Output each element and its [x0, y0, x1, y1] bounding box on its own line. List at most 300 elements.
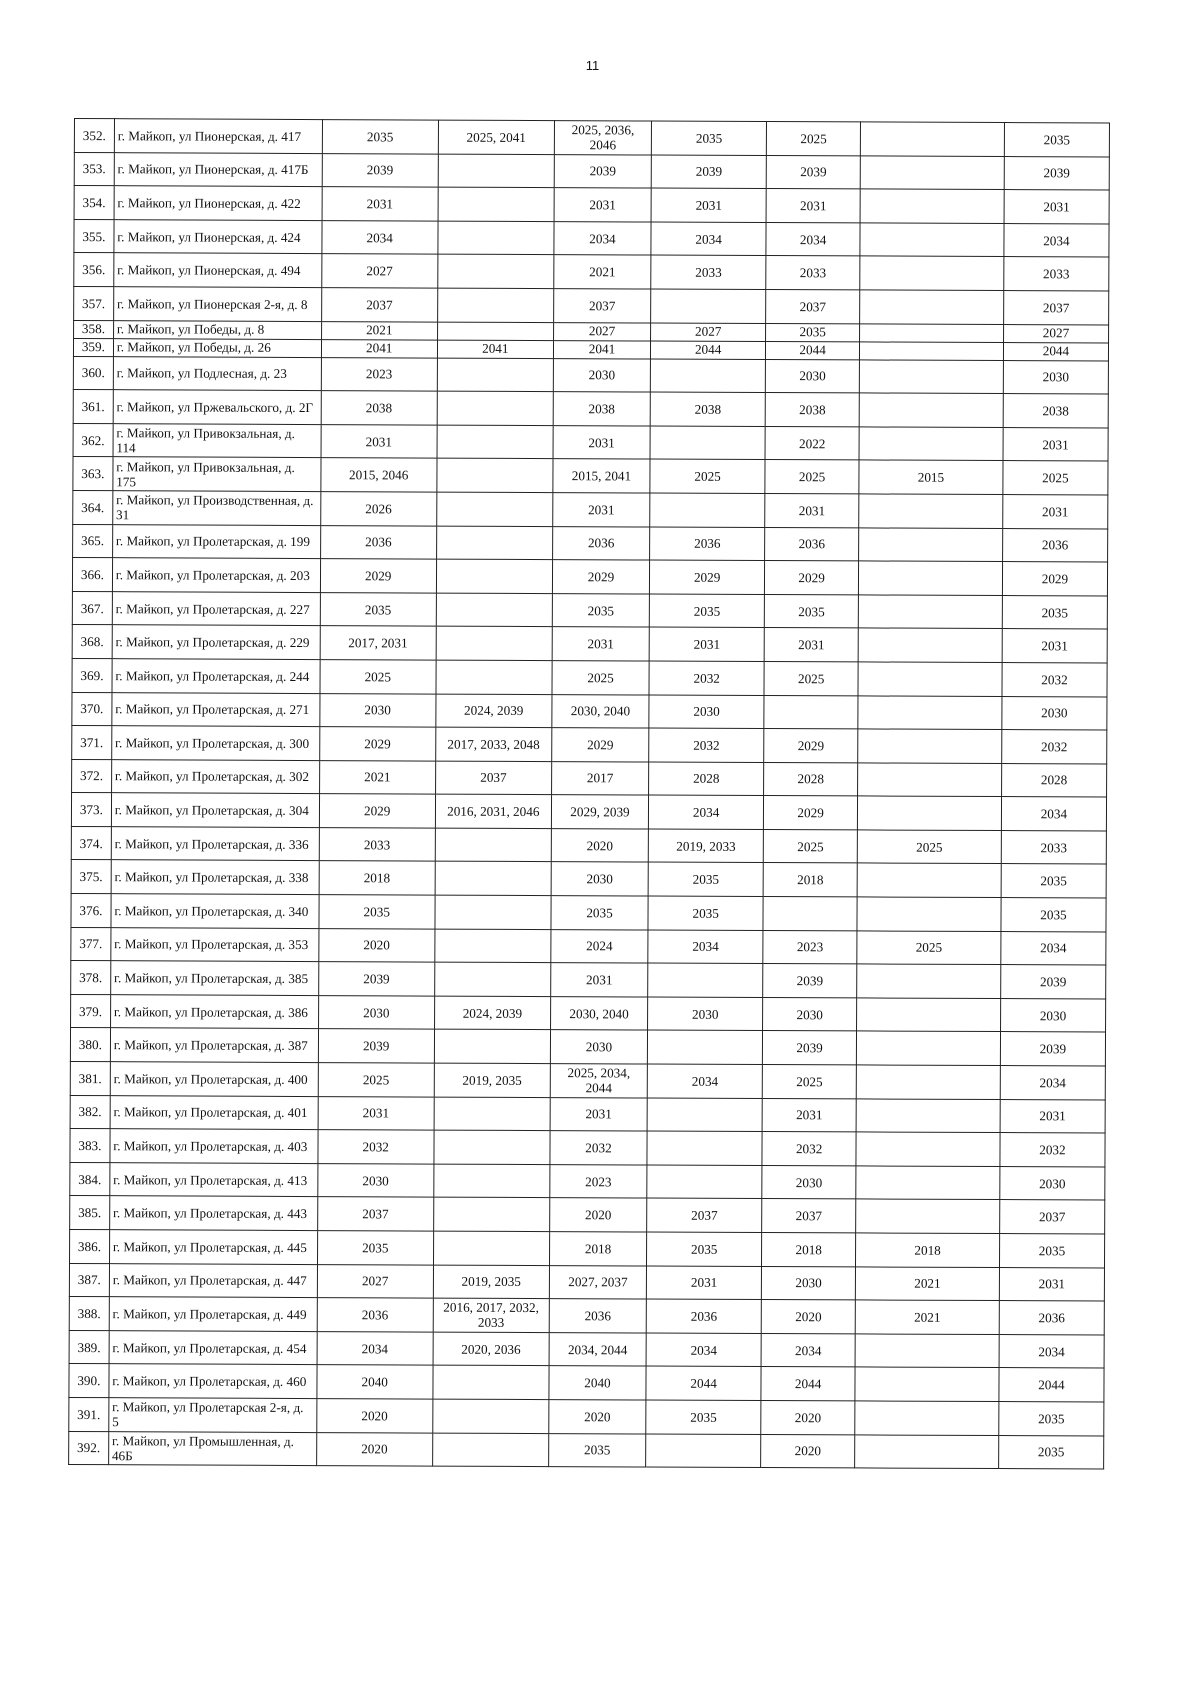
- value-cell: 2034: [649, 795, 764, 829]
- value-cell: 2036: [549, 1299, 646, 1333]
- value-cell: 2030: [318, 995, 434, 1029]
- value-cell: [435, 862, 551, 896]
- value-cell: 2026: [320, 492, 436, 526]
- value-cell: 2030: [765, 359, 859, 393]
- value-cell: 2015, 2041: [553, 459, 650, 493]
- value-cell: [436, 593, 552, 627]
- value-cell: [855, 1367, 999, 1401]
- address-cell: г. Майкоп, ул Пролетарская, д. 385: [110, 961, 318, 996]
- value-cell: [647, 1131, 762, 1165]
- value-cell: [858, 796, 1002, 830]
- row-number: 354.: [74, 186, 114, 220]
- table-row: [71, 860, 1106, 898]
- value-cell: 2033: [319, 827, 435, 861]
- value-cell: [859, 527, 1003, 561]
- address-cell: г. Майкоп, ул Пролетарская, д. 227: [112, 591, 320, 626]
- value-cell-last: 2035: [1004, 123, 1109, 157]
- value-cell: 2025: [318, 1063, 434, 1097]
- value-cell: 2018: [319, 861, 435, 895]
- value-cell: 2034: [554, 221, 651, 255]
- value-cell: 2020: [761, 1300, 855, 1334]
- address-cell: г. Майкоп, ул Пролетарская, д. 271: [112, 692, 320, 727]
- value-cell: [437, 425, 553, 459]
- value-cell: 2035: [317, 1231, 433, 1265]
- value-cell: 2029: [764, 796, 858, 830]
- value-cell-last: 2044: [999, 1368, 1104, 1402]
- table-row: [70, 1062, 1105, 1100]
- value-cell: 2029: [764, 729, 858, 763]
- value-cell: 2031: [766, 189, 860, 223]
- value-cell: 2029: [320, 559, 436, 593]
- value-cell: [860, 256, 1004, 290]
- value-cell-last: 2031: [1000, 1099, 1105, 1133]
- value-cell: 2038: [553, 392, 650, 426]
- value-cell: 2024, 2039: [436, 694, 552, 728]
- value-cell: 2029: [552, 728, 649, 762]
- value-cell-last: 2032: [1000, 1133, 1105, 1167]
- value-cell: [436, 526, 552, 560]
- value-cell: [646, 1434, 761, 1468]
- value-cell: 2031: [649, 627, 764, 661]
- value-cell: 2021: [321, 321, 437, 340]
- value-cell: [433, 1365, 549, 1399]
- table-row: [70, 1229, 1105, 1267]
- value-cell-last: 2031: [1003, 427, 1108, 461]
- value-cell: 2031: [765, 493, 859, 527]
- value-cell: [860, 323, 1004, 342]
- row-number: 358.: [74, 320, 114, 338]
- row-number: 392.: [69, 1431, 109, 1465]
- address-cell: г. Майкоп, ул Пролетарская, д. 338: [111, 860, 319, 895]
- value-cell: [763, 897, 857, 931]
- address-cell: г. Майкоп, ул Подлесная, д. 23: [113, 356, 321, 391]
- table-row: [73, 356, 1108, 394]
- table-row: [74, 152, 1109, 190]
- value-cell: [764, 695, 858, 729]
- value-cell: 2015, 2046: [321, 458, 437, 492]
- value-cell: 2035: [552, 593, 649, 627]
- table-row: [72, 625, 1107, 663]
- value-cell: 2035: [652, 121, 767, 155]
- value-cell: [437, 358, 553, 392]
- value-cell-last: 2035: [1002, 595, 1107, 629]
- value-cell: 2028: [764, 762, 858, 796]
- value-cell: [438, 154, 554, 188]
- value-cell: 2017: [551, 761, 648, 795]
- address-cell: г. Майкоп, ул Пржевальского, д. 2Г: [113, 390, 321, 425]
- value-cell: [435, 828, 551, 862]
- value-cell: [856, 1065, 1000, 1099]
- row-number: 384.: [70, 1162, 110, 1196]
- address-cell: г. Майкоп, ул Пролетарская, д. 302: [111, 759, 319, 794]
- table-row: [70, 1196, 1105, 1234]
- value-cell: 2020: [318, 928, 434, 962]
- value-cell: [856, 1099, 1000, 1133]
- table-row: [71, 994, 1106, 1032]
- table-row: [73, 390, 1108, 428]
- address-cell: г. Майкоп, ул Пролетарская, д. 304: [111, 793, 319, 828]
- value-cell: [859, 393, 1003, 427]
- value-cell: 2031: [647, 1266, 762, 1300]
- value-cell-last: 2031: [1002, 629, 1107, 663]
- value-cell: 2025: [650, 459, 765, 493]
- row-number: 377.: [71, 927, 111, 961]
- table-row: [69, 1263, 1104, 1301]
- row-number: 378.: [71, 961, 111, 995]
- value-cell-last: 2025: [1003, 461, 1108, 495]
- value-cell: 2020: [550, 1198, 647, 1232]
- value-cell: [858, 662, 1002, 696]
- value-cell: [651, 289, 766, 323]
- address-cell: г. Майкоп, ул Пионерская, д. 494: [114, 253, 322, 288]
- address-cell: г. Майкоп, ул Пролетарская, д. 447: [109, 1263, 317, 1298]
- value-cell: 2017, 2033, 2048: [435, 727, 551, 761]
- value-cell: 2041: [553, 340, 650, 358]
- value-cell: 2039: [554, 154, 651, 188]
- value-cell: [438, 221, 554, 255]
- value-cell: 2037: [762, 1199, 856, 1233]
- table-row: [71, 826, 1106, 864]
- table-row: [73, 490, 1108, 528]
- value-cell: [857, 863, 1001, 897]
- value-cell: [433, 1197, 549, 1231]
- row-number: 391.: [69, 1397, 109, 1431]
- row-number: 371.: [72, 726, 112, 760]
- row-number: 356.: [74, 253, 114, 287]
- value-cell: [856, 1166, 1000, 1200]
- row-number: 385.: [70, 1196, 110, 1230]
- value-cell: 2037: [766, 289, 860, 323]
- value-cell-last: 2033: [1001, 830, 1106, 864]
- value-cell: 2039: [651, 155, 766, 189]
- value-cell: 2031: [318, 1096, 434, 1130]
- value-cell: 2023: [763, 930, 857, 964]
- value-cell: 2031: [553, 493, 650, 527]
- value-cell: [858, 628, 1002, 662]
- value-cell: 2027: [553, 322, 650, 340]
- address-cell: г. Майкоп, ул Пионерская, д. 417: [114, 119, 322, 154]
- value-cell-last: 2031: [1003, 494, 1108, 528]
- value-cell: 2025: [320, 659, 436, 693]
- value-cell: 2039: [322, 153, 438, 187]
- row-number: 355.: [74, 219, 114, 253]
- value-cell: 2029: [319, 727, 435, 761]
- value-cell: 2038: [765, 393, 859, 427]
- address-cell: г. Майкоп, ул Промышленная, д. 46Б: [108, 1431, 316, 1466]
- value-cell: 2031: [553, 425, 650, 459]
- address-cell: г. Майкоп, ул Пролетарская 2-я, д. 5: [109, 1398, 317, 1433]
- value-cell: [438, 254, 554, 288]
- value-cell: 2034: [761, 1333, 855, 1367]
- row-number: 364.: [73, 490, 113, 524]
- address-cell: г. Майкоп, ул Пролетарская, д. 454: [109, 1330, 317, 1365]
- value-cell: 2035: [766, 323, 860, 341]
- value-cell: [436, 660, 552, 694]
- value-cell: 2044: [651, 341, 766, 360]
- address-cell: г. Майкоп, ул Пролетарская, д. 353: [111, 927, 319, 962]
- table-row: [71, 961, 1106, 999]
- value-cell: 2035: [649, 594, 764, 628]
- value-cell: 2041: [437, 340, 553, 359]
- value-cell: [860, 290, 1004, 324]
- table-row: [70, 1095, 1105, 1133]
- value-cell: 2025: [857, 931, 1001, 965]
- row-number: 387.: [69, 1263, 109, 1297]
- value-cell: 2039: [318, 962, 434, 996]
- value-cell: [435, 895, 551, 929]
- address-cell: г. Майкоп, ул Пролетарская, д. 400: [110, 1062, 318, 1097]
- value-cell: 2025: [763, 829, 857, 863]
- value-cell: [857, 897, 1001, 931]
- value-cell-last: 2029: [1002, 562, 1107, 596]
- value-cell-last: 2035: [999, 1234, 1104, 1268]
- row-number: 383.: [70, 1129, 110, 1163]
- value-cell: 2035: [647, 1232, 762, 1266]
- value-cell: 2030: [763, 997, 857, 1031]
- address-cell: г. Майкоп, ул Пролетарская, д. 229: [112, 625, 320, 660]
- value-cell: [859, 561, 1003, 595]
- value-cell: 2019, 2035: [434, 1063, 550, 1097]
- address-cell: г. Майкоп, ул Привокзальная, д. 175: [113, 457, 321, 492]
- value-cell-last: 2032: [1002, 730, 1107, 764]
- address-cell: г. Майкоп, ул Пролетарская, д. 203: [112, 558, 320, 593]
- value-cell: [650, 426, 765, 460]
- row-number: 366.: [72, 558, 112, 592]
- table-row: [71, 894, 1106, 932]
- value-cell-last: 2038: [1003, 394, 1108, 428]
- address-cell: г. Майкоп, ул Пролетарская, д. 460: [109, 1364, 317, 1399]
- row-number: 373.: [71, 793, 111, 827]
- address-cell: г. Майкоп, ул Пролетарская, д. 386: [110, 995, 318, 1030]
- value-cell-last: 2036: [999, 1301, 1104, 1335]
- value-cell: 2035: [648, 862, 763, 896]
- value-cell-last: 2034: [1000, 1066, 1105, 1100]
- table-row: [71, 927, 1106, 965]
- address-cell: г. Майкоп, ул Пролетарская, д. 340: [111, 894, 319, 929]
- value-cell-last: 2028: [1001, 763, 1106, 797]
- value-cell-last: 2035: [1001, 864, 1106, 898]
- row-number: 357.: [74, 286, 114, 320]
- value-cell: 2019, 2035: [433, 1265, 549, 1299]
- address-cell: г. Майкоп, ул Пролетарская, д. 403: [110, 1129, 318, 1164]
- row-number: 362.: [73, 423, 113, 457]
- row-number: 361.: [73, 390, 113, 424]
- row-number: 375.: [71, 860, 111, 894]
- value-cell: [860, 223, 1004, 257]
- row-number: 388.: [69, 1297, 109, 1331]
- value-cell: 2035: [548, 1433, 645, 1467]
- row-number: 380.: [70, 1028, 110, 1062]
- value-cell: 2025: [767, 122, 861, 156]
- value-cell: 2035: [648, 896, 763, 930]
- value-cell: [648, 1030, 763, 1064]
- value-cell-last: 2030: [1003, 360, 1108, 394]
- value-cell: 2020: [316, 1432, 432, 1466]
- row-number: 363.: [73, 457, 113, 491]
- value-cell-last: 2044: [1003, 342, 1108, 360]
- value-cell: 2018: [856, 1233, 1000, 1267]
- value-cell: 2034: [646, 1333, 761, 1367]
- value-cell: [857, 998, 1001, 1032]
- value-cell: [434, 1030, 550, 1064]
- row-number: 365.: [73, 524, 113, 558]
- value-cell: 2030, 2040: [552, 694, 649, 728]
- value-cell: [434, 1130, 550, 1164]
- value-cell: 2036: [646, 1299, 761, 1333]
- value-cell-last: 2030: [1002, 696, 1107, 730]
- value-cell: 2038: [321, 391, 437, 425]
- address-cell: г. Майкоп, ул Победы, д. 8: [113, 320, 321, 339]
- value-cell: 2034: [651, 222, 766, 256]
- value-cell: 2036: [650, 527, 765, 561]
- address-cell: г. Майкоп, ул Пионерская, д. 424: [114, 219, 322, 254]
- table-row: [71, 793, 1106, 831]
- table-row: [70, 1028, 1105, 1066]
- value-cell-last: 2039: [1004, 156, 1109, 190]
- row-number: 382.: [70, 1095, 110, 1129]
- table-row: [74, 219, 1109, 257]
- value-cell: 2039: [318, 1029, 434, 1063]
- value-cell-last: 2039: [1001, 965, 1106, 999]
- value-cell: 2035: [551, 896, 648, 930]
- address-cell: г. Майкоп, ул Пролетарская, д. 336: [111, 827, 319, 862]
- value-cell: 2027, 2037: [549, 1265, 646, 1299]
- value-cell: 2021: [554, 255, 651, 289]
- value-cell: 2020: [549, 1400, 646, 1434]
- value-cell: 2020: [761, 1434, 855, 1468]
- value-cell: 2025: [552, 660, 649, 694]
- table-row: [70, 1162, 1105, 1200]
- row-number: 368.: [72, 625, 112, 659]
- value-cell: 2015: [859, 460, 1003, 494]
- value-cell: 2030: [553, 358, 650, 392]
- value-cell-last: 2035: [999, 1402, 1104, 1436]
- value-cell: 2032: [762, 1132, 856, 1166]
- row-number: 390.: [69, 1364, 109, 1398]
- value-cell-last: 2030: [1000, 1166, 1105, 1200]
- address-cell: г. Майкоп, ул Пролетарская, д. 387: [110, 1028, 318, 1063]
- value-cell: 2032: [318, 1130, 434, 1164]
- address-cell: г. Майкоп, ул Пионерская, д. 422: [114, 186, 322, 221]
- value-cell: 2020: [551, 828, 648, 862]
- value-cell: [648, 963, 763, 997]
- value-cell: [860, 156, 1004, 190]
- value-cell: 2032: [550, 1131, 647, 1165]
- table-row: [72, 759, 1107, 797]
- value-cell: 2035: [322, 120, 438, 154]
- value-cell: [433, 1399, 549, 1433]
- table-row: [69, 1431, 1104, 1469]
- address-cell: г. Майкоп, ул Победы, д. 26: [113, 338, 321, 357]
- value-cell: [437, 391, 553, 425]
- value-cell: [857, 964, 1001, 998]
- value-cell-last: 2031: [999, 1267, 1104, 1301]
- value-cell: 2037: [647, 1198, 762, 1232]
- value-cell: [859, 427, 1003, 461]
- table-row: [74, 286, 1109, 324]
- value-cell: 2034: [647, 1064, 762, 1098]
- table-row: [74, 186, 1109, 224]
- value-cell: 2037: [317, 1197, 433, 1231]
- address-cell: г. Майкоп, ул Пролетарская, д. 401: [110, 1095, 318, 1130]
- value-cell: [855, 1401, 999, 1435]
- table-body: [69, 119, 1110, 1470]
- value-cell: 2034, 2044: [549, 1332, 646, 1366]
- value-cell: 2022: [765, 426, 859, 460]
- value-cell: 2034: [317, 1331, 433, 1365]
- table-row: [72, 591, 1107, 629]
- value-cell-last: 2027: [1003, 324, 1108, 342]
- value-cell: [647, 1165, 762, 1199]
- value-cell: 2023: [550, 1164, 647, 1198]
- row-number: 374.: [71, 826, 111, 860]
- value-cell: [647, 1098, 762, 1132]
- value-cell: 2025, 2041: [438, 120, 554, 154]
- table-row: [73, 457, 1108, 495]
- value-cell: 2030: [320, 693, 436, 727]
- value-cell: 2034: [322, 220, 438, 254]
- value-cell-last: 2034: [1004, 223, 1109, 257]
- value-cell: 2027: [651, 323, 766, 342]
- row-number: 360.: [73, 356, 113, 390]
- table-row: [70, 1129, 1105, 1167]
- row-number: 379.: [71, 994, 111, 1028]
- value-cell: 2016, 2031, 2046: [435, 794, 551, 828]
- value-cell: 2030: [551, 862, 648, 896]
- value-cell: 2030, 2040: [550, 996, 647, 1030]
- value-cell: 2027: [317, 1264, 433, 1298]
- table-row: [69, 1364, 1104, 1402]
- value-cell: [434, 1097, 550, 1131]
- value-cell-last: 2037: [1004, 291, 1109, 325]
- row-number: 369.: [72, 658, 112, 692]
- value-cell: [860, 189, 1004, 223]
- value-cell: 2030: [550, 1030, 647, 1064]
- value-cell: 2035: [320, 592, 436, 626]
- value-cell: 2034: [648, 930, 763, 964]
- value-cell-last: 2034: [999, 1334, 1104, 1368]
- value-cell: 2031: [552, 627, 649, 661]
- value-cell: 2018: [762, 1233, 856, 1267]
- address-cell: г. Майкоп, ул Пролетарская, д. 244: [112, 659, 320, 694]
- row-number: 370.: [72, 692, 112, 726]
- value-cell: 2030: [648, 997, 763, 1031]
- value-cell: 2030: [762, 1266, 856, 1300]
- value-cell: 2035: [319, 895, 435, 929]
- value-cell: 2044: [761, 1367, 855, 1401]
- value-cell: [433, 1231, 549, 1265]
- value-cell-last: 2030: [1000, 998, 1105, 1032]
- value-cell: 2033: [766, 256, 860, 290]
- value-cell: [432, 1433, 548, 1467]
- value-cell: 2031: [554, 188, 651, 222]
- value-cell: 2029: [319, 794, 435, 828]
- table-row: [73, 524, 1108, 562]
- table-row: [74, 253, 1109, 291]
- value-cell: 2025: [762, 1065, 856, 1099]
- value-cell: 2020: [761, 1400, 855, 1434]
- value-cell: 2020: [316, 1399, 432, 1433]
- value-cell: 2024, 2039: [434, 996, 550, 1030]
- value-cell: 2021: [855, 1300, 999, 1334]
- value-cell: 2032: [649, 661, 764, 695]
- value-cell: 2044: [766, 341, 860, 359]
- value-cell: [437, 288, 553, 322]
- value-cell: 2037: [321, 288, 437, 322]
- address-cell: г. Майкоп, ул Пролетарская, д. 199: [112, 524, 320, 559]
- value-cell: 2025: [857, 830, 1001, 864]
- value-cell: 2031: [550, 1097, 647, 1131]
